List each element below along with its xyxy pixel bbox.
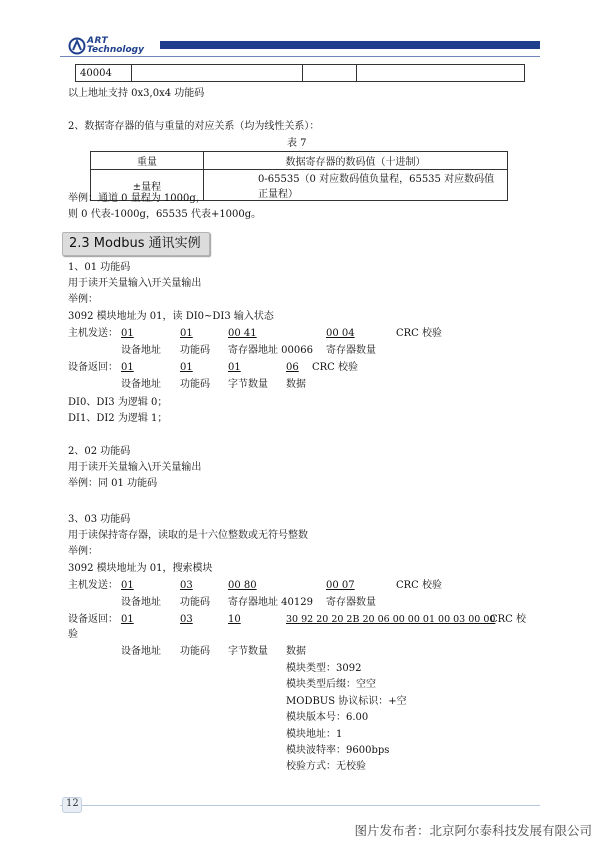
frame-label: 设备地址 xyxy=(121,345,161,356)
frame-byte: 01 xyxy=(121,328,134,339)
header-divider xyxy=(60,56,540,57)
frame-byte: 01 xyxy=(121,580,134,591)
result-text: DI1、DI2 为逻辑 1； xyxy=(68,413,168,424)
art-logo-icon xyxy=(68,37,86,55)
frame-label: 数据 xyxy=(286,379,306,390)
table-cell xyxy=(303,65,357,82)
frame-byte: 00 07 xyxy=(326,580,355,591)
data-detail-item: 模块地址：1 xyxy=(286,729,343,740)
frame-crc-wrap: 验 xyxy=(68,629,78,640)
logo-text-technology: Technology xyxy=(87,45,144,55)
table-cell xyxy=(357,65,525,82)
frame-byte: 01 xyxy=(180,328,193,339)
example-text: 则 0 代表-1000g，65535 代表+1000g。 xyxy=(68,209,262,220)
frame-byte: 00 41 xyxy=(228,328,257,339)
frame-label: 功能码 xyxy=(180,379,210,390)
footer-divider xyxy=(60,805,540,806)
frame-byte: 01 xyxy=(121,614,134,625)
header-bar xyxy=(160,41,540,49)
publisher-watermark: 图片发布者：北京阿尔泰科技发展有限公司 xyxy=(354,823,592,838)
table-cell xyxy=(132,65,303,82)
subsection-title: 3、03 功能码 xyxy=(68,514,131,525)
data-detail-item: 模块版本号：6.00 xyxy=(286,712,369,723)
data-detail-item: 模块波特率：9600bps xyxy=(286,745,390,756)
frame-label: 数据 xyxy=(286,646,306,657)
frame-label: 寄存器数量 xyxy=(326,597,376,608)
data-detail-item: MODBUS 协议标识：+空 xyxy=(286,696,407,707)
table-cell: 40004 xyxy=(76,65,132,82)
frame-crc: CRC 校验 xyxy=(396,328,443,339)
send-label: 主机发送： xyxy=(68,580,118,591)
table-header-cell: 重量 xyxy=(91,152,204,170)
send-label: 主机发送： xyxy=(68,328,118,339)
description-text: 用于读开关量输入\开关量输出 xyxy=(68,462,202,473)
frame-byte: 10 xyxy=(228,614,241,625)
frame-label: 设备地址 xyxy=(121,597,161,608)
frame-byte: 00 04 xyxy=(326,328,355,339)
reply-label: 设备返回： xyxy=(68,362,118,373)
frame-label: 字节数量 xyxy=(228,379,268,390)
example-text: 举例：同 01 功能码 xyxy=(68,478,158,489)
scenario-text: 3092 模块地址为 01，搜索模块 xyxy=(68,563,213,574)
frame-crc: CRC 校验 xyxy=(312,362,359,373)
subsection-title: 2、02 功能码 xyxy=(68,446,131,457)
frame-label: 寄存器数量 xyxy=(326,345,376,356)
company-logo xyxy=(68,36,164,58)
table-header-cell: 数据寄存器的数码值（十进制） xyxy=(204,152,508,170)
frame-label: 寄存器地址 40129 xyxy=(228,597,313,608)
frame-crc: CRC 校 xyxy=(490,614,527,625)
frame-label: 功能码 xyxy=(180,345,210,356)
frame-byte: 06 xyxy=(286,362,299,373)
frame-byte: 01 xyxy=(121,362,134,373)
section-heading xyxy=(62,232,210,256)
frame-label: 设备地址 xyxy=(121,646,161,657)
page-number: 12 xyxy=(66,798,79,809)
register-table-fragment xyxy=(75,64,525,82)
frame-label: 字节数量 xyxy=(228,646,268,657)
function-code-note: 以上地址支持 0x3,0x4 功能码 xyxy=(68,88,205,99)
subsection-title: 1、01 功能码 xyxy=(68,262,131,273)
table-cell: 0-65535（0 对应数码值负量程，65535 对应数码值正量程） xyxy=(204,170,508,201)
frame-data-bytes: 30 92 20 20 2B 20 06 00 00 01 00 03 00 00 xyxy=(286,614,496,625)
frame-byte: 03 xyxy=(180,614,193,625)
frame-label: 设备地址 xyxy=(121,379,161,390)
example-label: 举例： xyxy=(68,294,98,305)
table-caption: 表 7 xyxy=(287,138,307,149)
table-header-row xyxy=(91,152,508,170)
result-text: DI0、DI3 为逻辑 0； xyxy=(68,397,168,408)
frame-byte: 03 xyxy=(180,580,193,591)
table-cell: ±量程 xyxy=(91,170,204,201)
frame-crc: CRC 校验 xyxy=(396,580,443,591)
description-text: 用于读开关量输入\开关量输出 xyxy=(68,278,202,289)
description-text: 用于读保持寄存器，读取的是十六位整数或无符号整数 xyxy=(68,530,308,541)
frame-byte: 00 80 xyxy=(228,580,257,591)
frame-byte: 01 xyxy=(180,362,193,373)
table-row xyxy=(76,65,525,82)
logo-text-art: ART xyxy=(87,36,109,46)
data-detail-item: 模块类型：3092 xyxy=(286,663,362,674)
section-title: 2、数据寄存器的值与重量的对应关系（均为线性关系）： xyxy=(68,121,320,132)
example-label: 举例： xyxy=(68,546,98,557)
frame-label: 功能码 xyxy=(180,646,210,657)
reply-label: 设备返回： xyxy=(68,614,118,625)
section-heading-text: 2.3 Modbus 通讯实例 xyxy=(69,236,201,251)
data-detail-item: 模块类型后缀：空空 xyxy=(286,679,376,690)
frame-label: 寄存器地址 00066 xyxy=(228,345,313,356)
data-detail-item: 校验方式：无校验 xyxy=(286,761,366,772)
example-text: 举例：通道 0 量程为 1000g， xyxy=(68,193,206,204)
frame-label: 功能码 xyxy=(180,597,210,608)
scenario-text: 3092 模块地址为 01，读 DI0~DI3 输入状态 xyxy=(68,311,274,322)
frame-byte: 01 xyxy=(228,362,241,373)
